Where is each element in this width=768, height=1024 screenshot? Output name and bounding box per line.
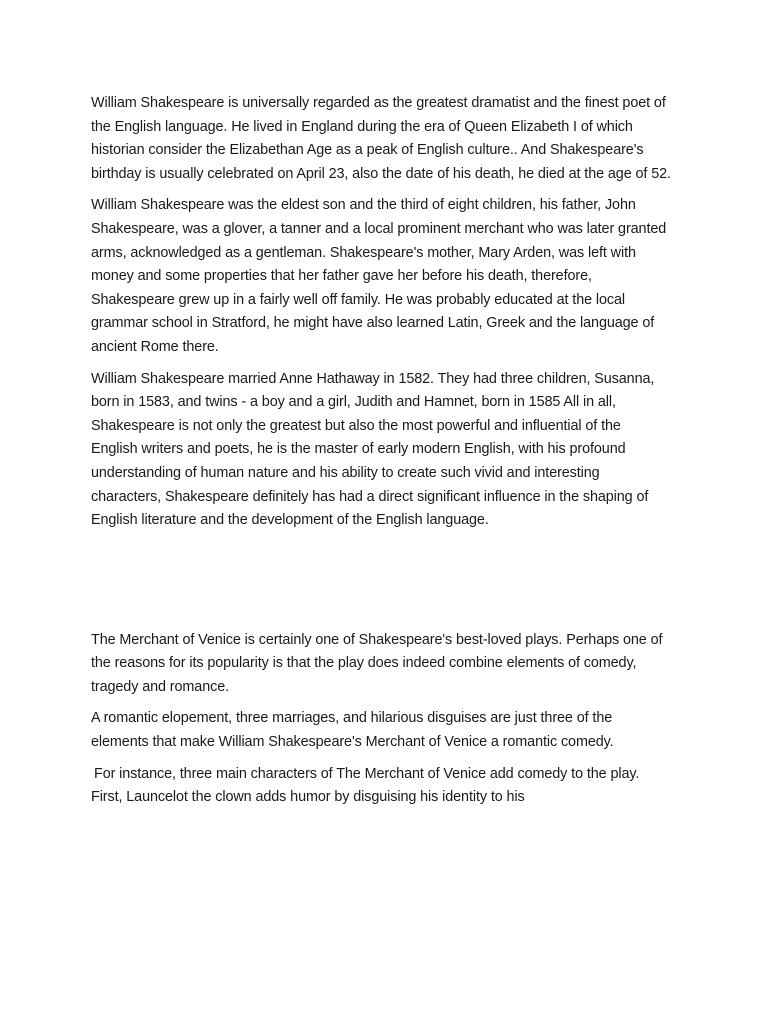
paragraph-merchant-comedy: For instance, three main characters of The Merchant of Venice add comedy to the play. First, Launcelot the clown adds humor by disguising his identity to his: [91, 765, 640, 806]
paragraph-merchant-romance: A romantic elopement, three marriages, and hilarious disguises are just three of the elements that make William Shakespeare's Merchant of Venice a romantic comedy.: [91, 710, 614, 751]
paragraph-shakespeare-intro: William Shakespeare is universally regarded as the greatest dramatist and the finest poet of the English language. He lived in England during the era of Queen Elizabeth I of which historian consider the Elizabethan Age as a peak of English culture.. And Shakespeare's birthday is usually celebrated on April 23, also the date of his death, he died at the age of 52.: [91, 95, 671, 182]
paragraph-merchant-intro: The Merchant of Venice is certainly one of Shakespeare's best-loved plays. Perhaps one of the reasons for its popularity is that the play does indeed combine elements of comedy, tragedy and romance.: [91, 631, 663, 695]
paragraph-shakespeare-family: William Shakespeare was the eldest son and the third of eight children, his father, John Shakespeare, was a glover, a tanner and a local prominent merchant who was later granted arms, acknowledged as a gentleman. Shakespeare's mother, Mary Arden, was left with money and some properties that her father gave her before his death, therefore, Shakespeare grew up in a fairly well off family. He was probably educated at the local grammar school in Stratford, he might have also learned Latin, Greek and the language of ancient Rome there.: [91, 197, 667, 355]
document-page: [91, 92, 671, 818]
paragraph-shakespeare-marriage: William Shakespeare married Anne Hathaway in 1582. They had three children, Susanna, born in 1583, and twins - a boy and a girl, Judith and Hamnet, born in 1585 All in all, Shakespeare is not only the greatest but also the most powerful and influential of the English writers and poets, he is the master of early modern English, with his profound understanding of human nature and his ability to create such vivid and interesting characters, Shakespeare definitely has had a direct significant influence in the shaping of English literature and the development of the English language.: [91, 370, 655, 529]
